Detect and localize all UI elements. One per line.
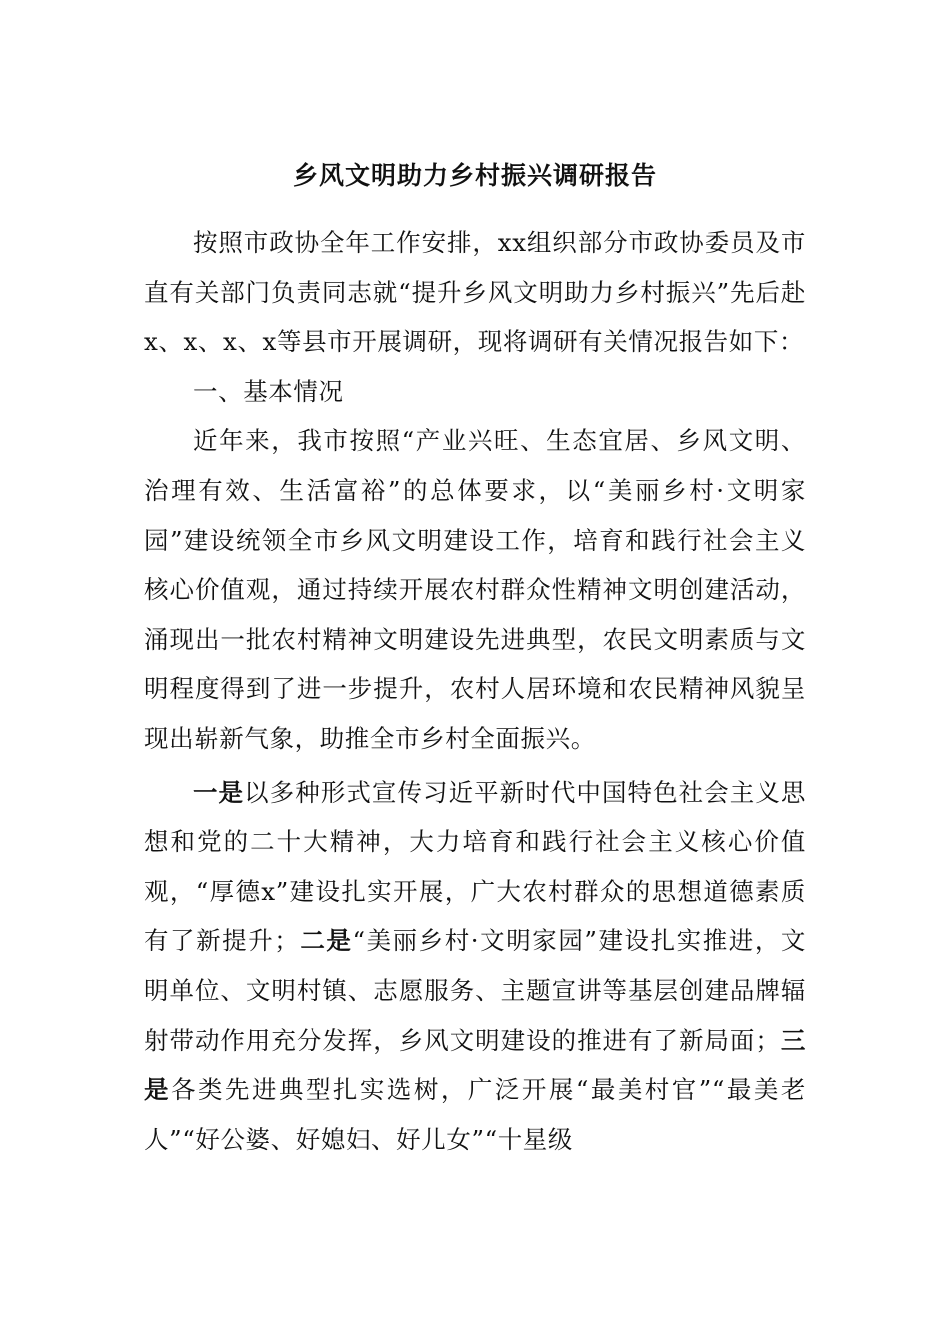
- document-title: 乡风文明助力乡村振兴调研报告: [292, 161, 657, 190]
- point-text-2: “美丽乡村·文明家园”建设扎实推进，文明单位、文明村镇、志愿服务、主题宣讲等基层创建品牌辐射带动作用充分发挥，乡风文明建设的推进有了新局面；: [144, 926, 806, 1055]
- point-lead-3: 三是: [144, 1025, 806, 1105]
- intro-paragraph: 按照市政协全年工作安排，xx组织部分市政协委员及市直有关部门负责同志就“提升乡风文明助力乡村振兴”先后赴x、x、x、x等县市开展调研，现将调研有关情况报告如下：: [144, 228, 806, 357]
- point-lead-1: 一是: [193, 777, 245, 807]
- point-text-3: 各类先进典型扎实选树，广泛开展“最美村官”“最美老人”“好公婆、好媳妇、好儿女”“十星级: [144, 1075, 806, 1154]
- points-paragraph: [144, 768, 806, 1165]
- point-text-1: 以多种形式宣传习近平新时代中国特色社会主义思想和党的二十大精神，大力培育和践行社会主义核心价值观，“厚德x”建设扎实开展，广大农村群众的思想道德素质有了新提升；: [144, 777, 806, 956]
- section-heading-basic-situation: 一、基本情况: [193, 376, 344, 406]
- document-body: [144, 218, 806, 1164]
- overview-paragraph: 近年来，我市按照“产业兴旺、生态宜居、乡风文明、治理有效、生活富裕”的总体要求，以“美丽乡村·文明家园”建设统领全市乡风文明建设工作，培育和践行社会主义核心价值观，通过持续开展农村群众性精神文明创建活动，涌现出一批农村精神文明建设先进典型，农民文明素质与文明程度得到了进一步提升，农村人居环境和农民精神风貌呈现出崭新气象，助推全市乡村全面振兴。: [144, 426, 806, 753]
- point-lead-2: 二是: [299, 926, 353, 956]
